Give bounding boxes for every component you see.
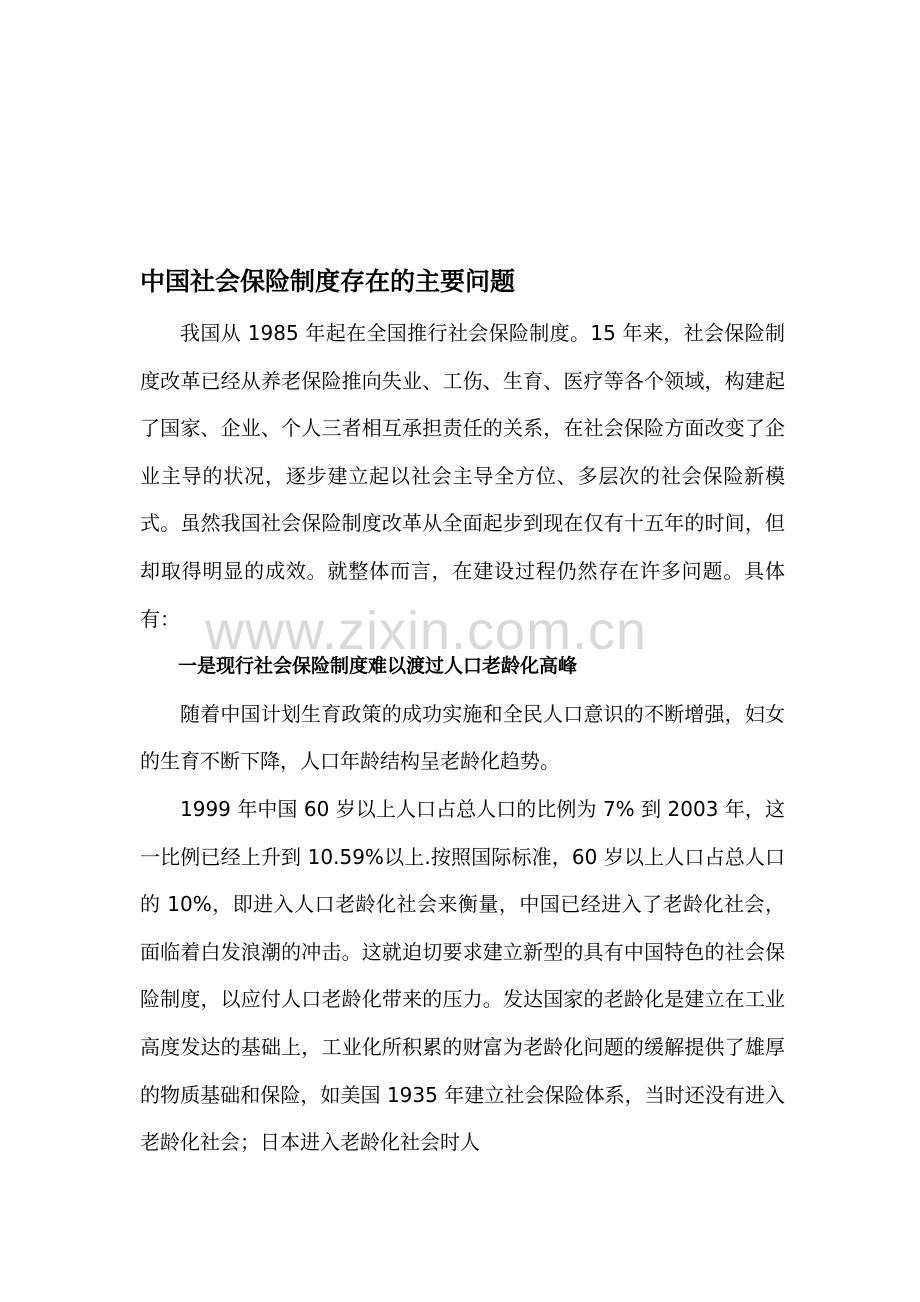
paragraph-population: 随着中国计划生育政策的成功实施和全民人口意识的不断增强，妇女的生育不断下降，人口年龄结构呈老龄化趋势。 — [140, 701, 785, 774]
section-subheading: 一是现行社会保险制度难以渡过人口老龄化高峰 — [178, 655, 578, 678]
document-title: 中国社会保险制度存在的主要问题 — [140, 267, 516, 296]
paragraph-aging: 1999 年中国 60 岁以上人口占总人口的比例为 7% 到 2003 年，这一比例已经上升到 10.59%以上.按照国际标准，60 岁以上人口占总人口的 10%，即进入人口老龄化社会来衡量，中国已经进入了老龄化社会，面临着白发浪潮的冲击。这就迫切要求建立新型的具有中国特色的社会保险制度，以应付人口老龄化带来的压力。发达国家的老龄化是建立在工业高度发达的基础上，工业化所积累的财富为老龄化问题的缓解提供了雄厚的物质基础和保险，如美国 1935 年建立社会保险体系，当时还没有进入老龄化社会；日本进入老龄化社会时人 — [140, 796, 785, 1155]
watermark: www.zixin.com.cn — [205, 601, 648, 661]
paragraph-intro: 我国从 1985 年起在全国推行社会保险制度。15 年来，社会保险制度改革已经从养老保险推向失业、工伤、生育、医疗等各个领域，构建起了国家、企业、个人三者相互承担责任的关系，在社会保险方面改变了企业主导的状况，逐步建立起以社会主导全方位、多层次的社会保险新模式。虽然我国社会保险制度改革从全面起步到现在仅有十五年的时间，但却取得明显的成效。就整体而言，在建设过程仍然存在许多问题。具体有： — [140, 321, 785, 631]
document-body — [140, 262, 785, 1167]
